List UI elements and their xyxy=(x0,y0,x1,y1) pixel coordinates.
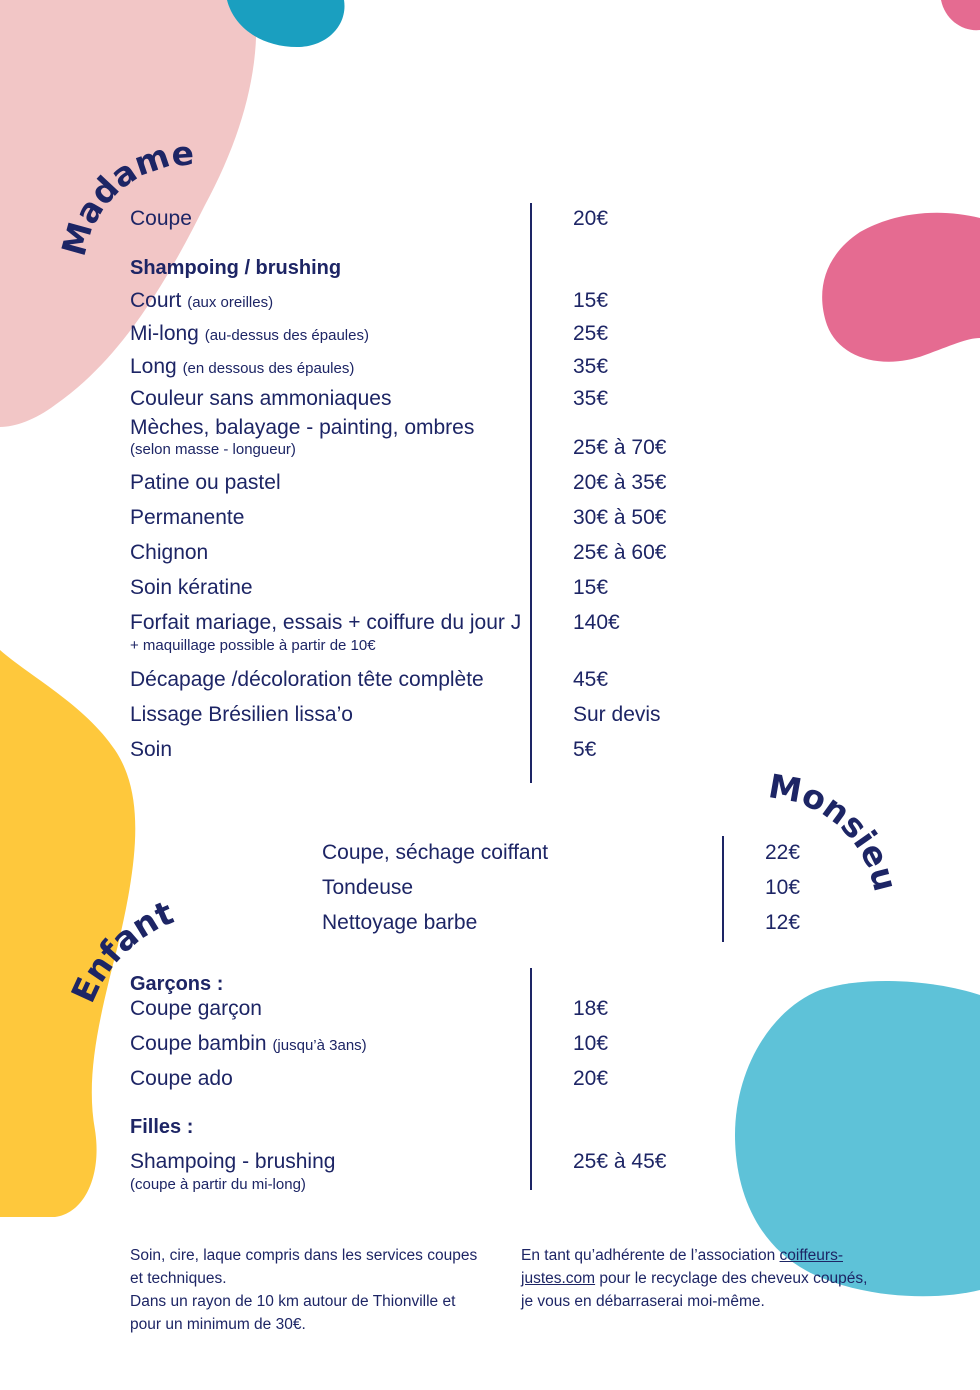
enfant-shampoing-label: Shampoing - brushing xyxy=(130,1150,336,1173)
long-label: Long xyxy=(130,355,177,378)
madame-soin-price: 5€ xyxy=(573,738,597,761)
bambin-label: Coupe bambin xyxy=(130,1032,267,1055)
enfant-ado-label: Coupe ado xyxy=(130,1067,233,1090)
enfant-divider xyxy=(530,968,532,1190)
long-note: (en dessous des épaules) xyxy=(182,360,355,377)
section-title-madame xyxy=(40,130,220,280)
teal-blob-top xyxy=(222,0,352,52)
enfant-ado-price: 20€ xyxy=(573,1067,609,1090)
madame-long-price: 35€ xyxy=(573,355,609,378)
monsieur-divider xyxy=(722,836,724,942)
enfant-filles-heading: Filles : xyxy=(130,1116,194,1138)
madame-permanente-label: Permanente xyxy=(130,506,245,529)
madame-coupe-price: 20€ xyxy=(573,207,609,230)
court-label: Court xyxy=(130,289,182,312)
footer-right-line1: En tant qu’adhérente de l’association xyxy=(521,1247,776,1264)
footer-left-line4: pour un minimum de 30€. xyxy=(130,1316,306,1333)
madame-milong-row xyxy=(130,322,369,348)
enfant-shampoing-note: (coupe à partir du mi-long) xyxy=(130,1176,306,1193)
footer-left-line3: Dans un rayon de 10 km autour de Thionville et xyxy=(130,1293,456,1310)
coiffeurs-justes-link-part1[interactable]: coiffeurs- xyxy=(779,1247,843,1264)
footer-left-line1: Soin, cire, laque compris dans les services coupes xyxy=(130,1247,478,1264)
madame-court-row xyxy=(130,289,273,315)
madame-mariage-note: + maquillage possible à partir de 10€ xyxy=(130,637,376,654)
footer-left-line2: et techniques. xyxy=(130,1270,227,1287)
monsieur-tondeuse-label: Tondeuse xyxy=(322,876,414,899)
madame-meches-price: 25€ à 70€ xyxy=(573,436,667,459)
madame-keratine-price: 15€ xyxy=(573,576,609,599)
madame-long-row xyxy=(130,355,354,381)
madame-decapage-label: Décapage /décoloration tête complète xyxy=(130,668,484,691)
footer-right-line2: pour le recyclage des cheveux coupés, xyxy=(599,1270,868,1287)
enfant-garcon-label: Coupe garçon xyxy=(130,997,262,1020)
madame-keratine-label: Soin kératine xyxy=(130,576,253,599)
madame-meches-note: (selon masse - longueur) xyxy=(130,441,296,458)
monsieur-title-text: Monsieur xyxy=(746,729,906,896)
enfant-title-text: Enfant xyxy=(63,892,179,1009)
monsieur-coupe-label: Coupe, séchage coiffant xyxy=(322,841,549,864)
madame-decapage-price: 45€ xyxy=(573,668,609,691)
madame-couleur-price: 35€ xyxy=(573,387,609,410)
madame-patine-label: Patine ou pastel xyxy=(130,471,281,494)
madame-soin-label: Soin xyxy=(130,738,173,761)
madame-lissage-label: Lissage Brésilien lissa’o xyxy=(130,703,353,726)
madame-mariage-price: 140€ xyxy=(573,611,620,634)
madame-permanente-price: 30€ à 50€ xyxy=(573,506,667,529)
madame-meches-label: Mèches, balayage - painting, ombres xyxy=(130,416,475,439)
madame-shampoing-heading: Shampoing / brushing xyxy=(130,257,342,279)
enfant-shampoing-price: 25€ à 45€ xyxy=(573,1150,667,1173)
enfant-bambin-row xyxy=(130,1032,367,1058)
section-title-monsieur xyxy=(746,729,915,920)
madame-title-text: Madame xyxy=(53,133,195,260)
madame-chignon-price: 25€ à 60€ xyxy=(573,541,667,564)
monsieur-barbe-label: Nettoyage barbe xyxy=(322,911,478,934)
enfant-garcons-heading: Garçons : xyxy=(130,973,224,995)
madame-chignon-label: Chignon xyxy=(130,541,209,564)
footer-right-line3: je vous en débarraserai moi-même. xyxy=(521,1293,765,1310)
coiffeurs-justes-link-part2[interactable]: justes.com xyxy=(521,1270,596,1287)
madame-couleur-label: Couleur sans ammoniaques xyxy=(130,387,392,410)
madame-court-price: 15€ xyxy=(573,289,609,312)
pink-blob-right xyxy=(815,210,980,370)
enfant-garcon-price: 18€ xyxy=(573,997,609,1020)
madame-coupe-label: Coupe xyxy=(130,207,192,230)
monsieur-tondeuse-price: 10€ xyxy=(765,876,801,899)
monsieur-barbe-price: 12€ xyxy=(765,911,801,934)
footer-right-note xyxy=(521,1244,881,1313)
madame-divider xyxy=(530,203,532,783)
madame-mariage-label: Forfait mariage, essais + coiffure du jour J xyxy=(130,611,522,634)
milong-label: Mi-long xyxy=(130,322,199,345)
milong-note: (au-dessus des épaules) xyxy=(204,327,369,344)
section-title-enfant xyxy=(40,880,200,1020)
footer-right-line2-row xyxy=(521,1267,881,1290)
pink-blob-top-right xyxy=(935,0,980,35)
monsieur-coupe-price: 22€ xyxy=(765,841,801,864)
madame-milong-price: 25€ xyxy=(573,322,609,345)
footer-left-note xyxy=(130,1244,500,1336)
footer-right-line1-row xyxy=(521,1244,881,1267)
madame-patine-price: 20€ à 35€ xyxy=(573,471,667,494)
bambin-note: (jusqu’à 3ans) xyxy=(272,1037,367,1054)
madame-lissage-price: Sur devis xyxy=(573,703,661,726)
enfant-bambin-price: 10€ xyxy=(573,1032,609,1055)
court-note: (aux oreilles) xyxy=(187,294,274,311)
